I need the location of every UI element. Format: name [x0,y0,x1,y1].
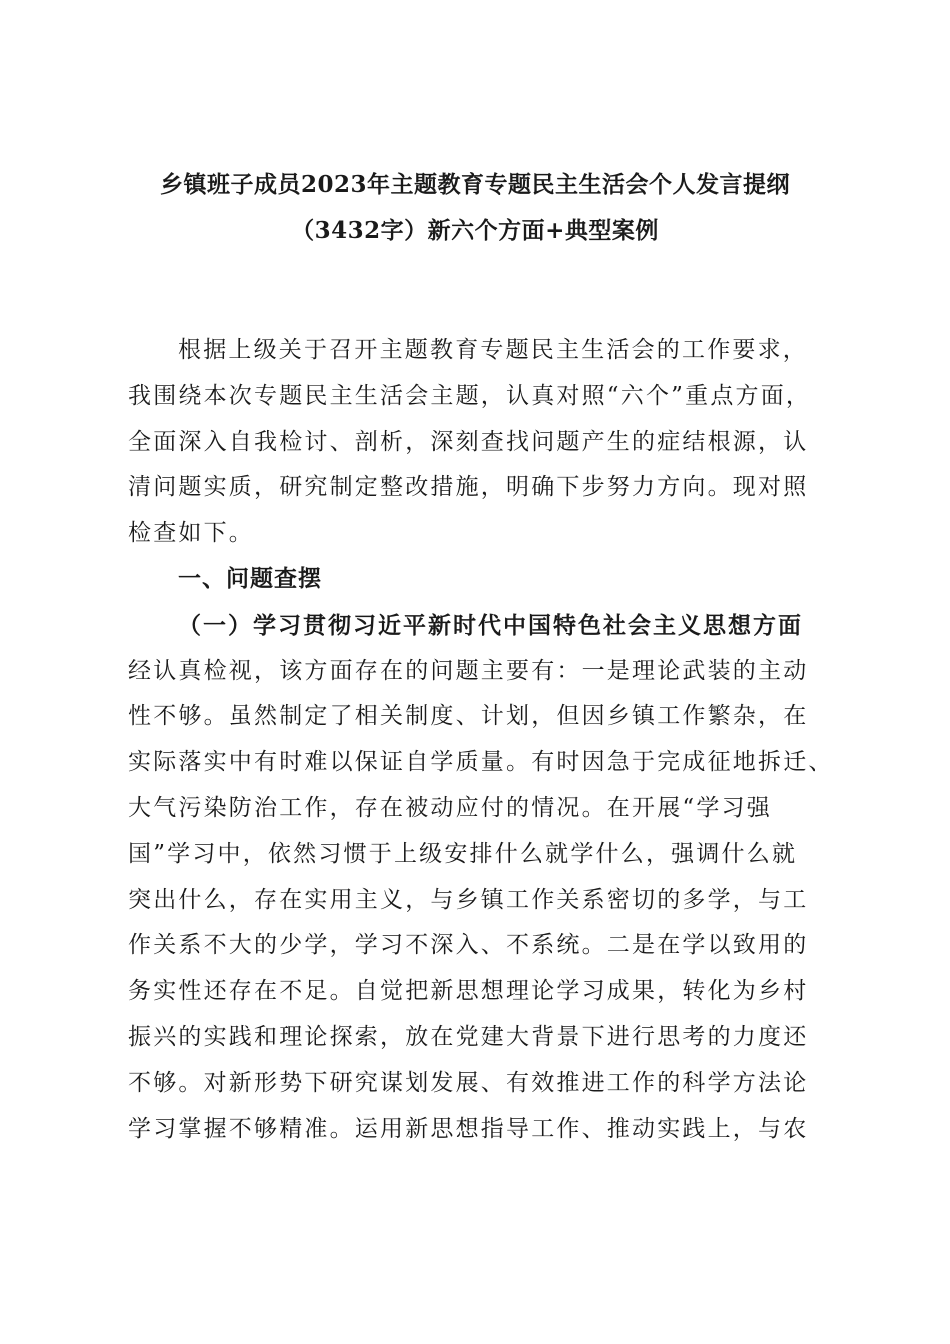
section-heading: 一、问题查摆 [178,565,322,592]
subsection-heading: （一）学习贯彻习近平新时代中国特色社会主义思想方面 [178,611,803,639]
body-text-line: 经认真检视，该方面存在的问题主要有：一是理论武装的主动 [128,657,809,684]
body-text-line: 不够。对新形势下研究谋划发展、有效推进工作的科学方法论 [128,1069,809,1096]
body-text-line: 振兴的实践和理论探索，放在党建大背景下进行思考的力度还 [128,1023,809,1050]
document-title-line-2: （3432字）新六个方面+典型案例 [291,217,659,244]
body-text-line: 检查如下。 [128,520,254,547]
body-text-line: 性不够。虽然制定了相关制度、计划，但因乡镇工作繁杂，在 [128,703,809,730]
body-text-line: 我围绕本次专题民主生活会主题，认真对照“六个”重点方面， [128,382,812,409]
body-text-line: 国”学习中，依然习惯于上级安排什么就学什么，强调什么就 [128,840,798,867]
body-text-line: 实际落实中有时难以保证自学质量。有时因急于完成征地拆迁、 [128,749,834,776]
body-text-line: 突出什么，存在实用主义，与乡镇工作关系密切的多学，与工 [128,886,809,913]
body-text-line: 全面深入自我检讨、剖析，深刻查找问题产生的症结根源，认 [128,428,809,455]
body-text-line: 根据上级关于召开主题教育专题民主生活会的工作要求， [178,337,808,363]
body-text-line: 学习掌握不够精准。运用新思想指导工作、推动实践上，与农 [128,1115,809,1142]
document-title-line-1: 乡镇班子成员2023年主题教育专题民主生活会个人发言提纲 [159,171,790,198]
body-text-line: 作关系不大的少学，学习不深入、不系统。二是在学以致用的 [128,932,809,959]
body-text-line: 清问题实质，研究制定整改措施，明确下步努力方向。现对照 [128,474,809,501]
document-body [128,328,848,1152]
body-text-line: 大气污染防治工作，存在被动应付的情况。在开展“学习强 [128,794,772,821]
body-text-line: 务实性还存在不足。自觉把新思想理论学习成果，转化为乡村 [128,978,809,1005]
